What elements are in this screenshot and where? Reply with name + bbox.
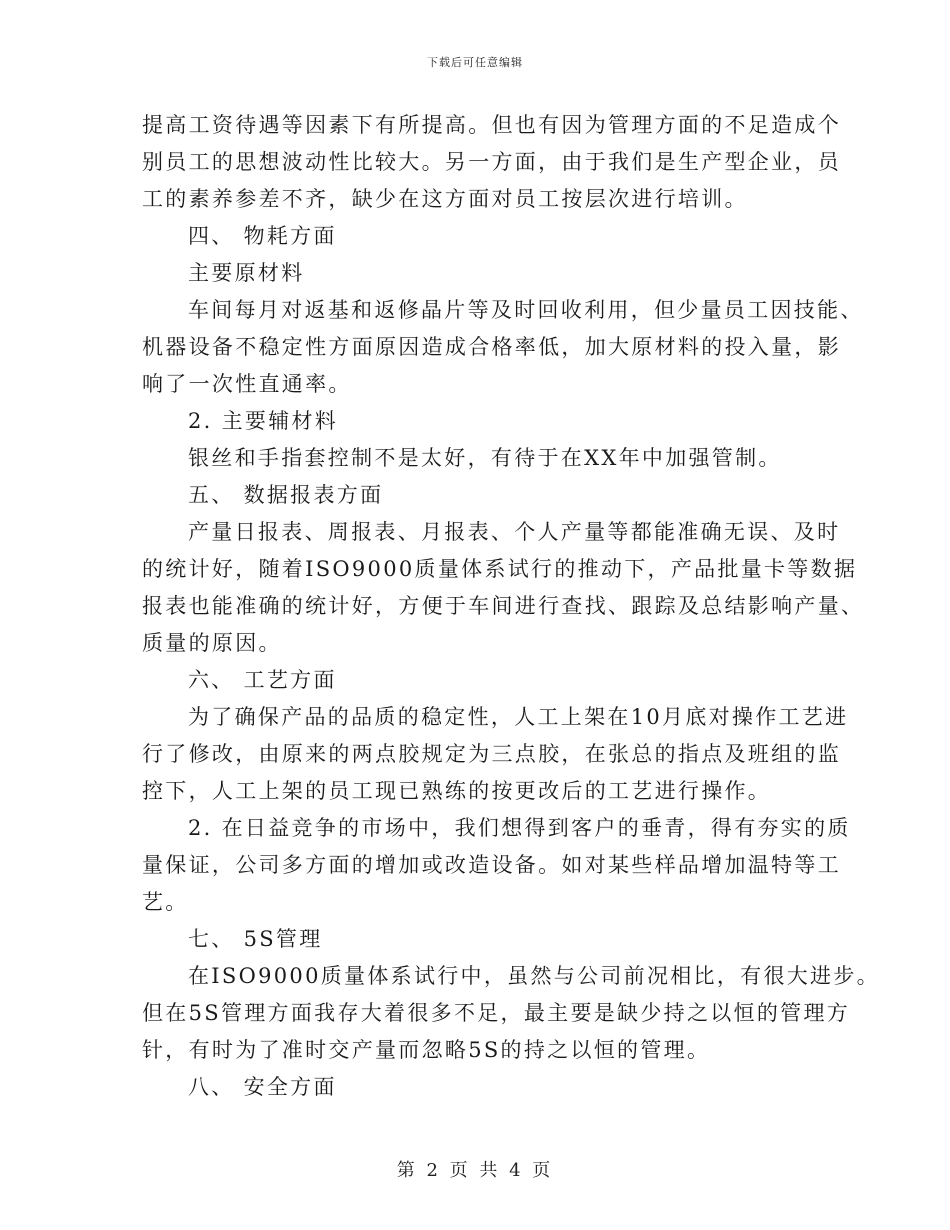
text-line: 四、 物耗方面	[188, 224, 337, 248]
text-line: 艺。	[142, 890, 189, 914]
text-line: 2. 在日益竞争的市场中，我们想得到客户的垂青，得有夯实的质	[188, 816, 851, 840]
text-line: 响了一次性直通率。	[142, 372, 352, 396]
text-line: 六、 工艺方面	[188, 668, 337, 692]
text-line: 在ISO9000质量体系试行中，虽然与公司前况相比，有很大进步。	[188, 964, 880, 988]
text-line: 为了确保产品的品质的稳定性，人工上架在10月底对操作工艺进	[188, 705, 849, 729]
text-line: 别员工的思想波动性比较大。另一方面，由于我们是生产型企业，员	[142, 150, 841, 174]
text-line: 八、 安全方面	[188, 1075, 337, 1099]
text-line: 银丝和手指套控制不是太好，有待于在XX年中加强管制。	[188, 446, 782, 470]
text-line: 车间每月对返基和返修晶片等及时回收利用，但少量员工因技能、	[188, 298, 864, 322]
text-line: 七、 5S管理	[188, 927, 323, 951]
text-line: 报表也能准确的统计好，方便于车间进行查找、跟踪及总结影响产量、	[142, 594, 865, 618]
document-body	[142, 107, 880, 1106]
text-line: 控下，人工上架的员工现已熟练的按更改后的工艺进行操作。	[142, 779, 772, 803]
text-line: 2. 主要辅材料	[188, 409, 339, 433]
text-line: 提高工资待遇等因素下有所提高。但也有因为管理方面的不足造成个	[142, 113, 841, 137]
text-line: 质量的原因。	[142, 631, 282, 655]
page-footer: 第 2 页 共 4 页	[396, 1160, 554, 1181]
text-line: 的统计好，随着ISO9000质量体系试行的推动下，产品批量卡等数据	[142, 557, 858, 581]
text-line: 量保证，公司多方面的增加或改造设备。如对某些样品增加温特等工	[142, 853, 841, 877]
text-line: 产量日报表、周报表、月报表、个人产量等都能准确无误、及时	[188, 520, 841, 544]
text-line: 五、 数据报表方面	[188, 483, 384, 507]
text-line: 针，有时为了准时交产量而忽略5S的持之以恒的管理。	[142, 1038, 711, 1062]
text-line: 但在5S管理方面我存大着很多不足，最主要是缺少持之以恒的管理方	[142, 1001, 851, 1025]
text-line: 机器设备不稳定性方面原因造成合格率低，加大原材料的投入量，影	[142, 335, 841, 359]
text-line: 工的素养参差不齐，缺少在这方面对员工按层次进行培训。	[142, 187, 748, 211]
text-line: 行了修改，由原来的两点胶规定为三点胶，在张总的指点及班组的监	[142, 742, 841, 766]
text-line: 主要原材料	[188, 261, 305, 285]
page-header: 下载后可任意编辑	[427, 56, 523, 69]
